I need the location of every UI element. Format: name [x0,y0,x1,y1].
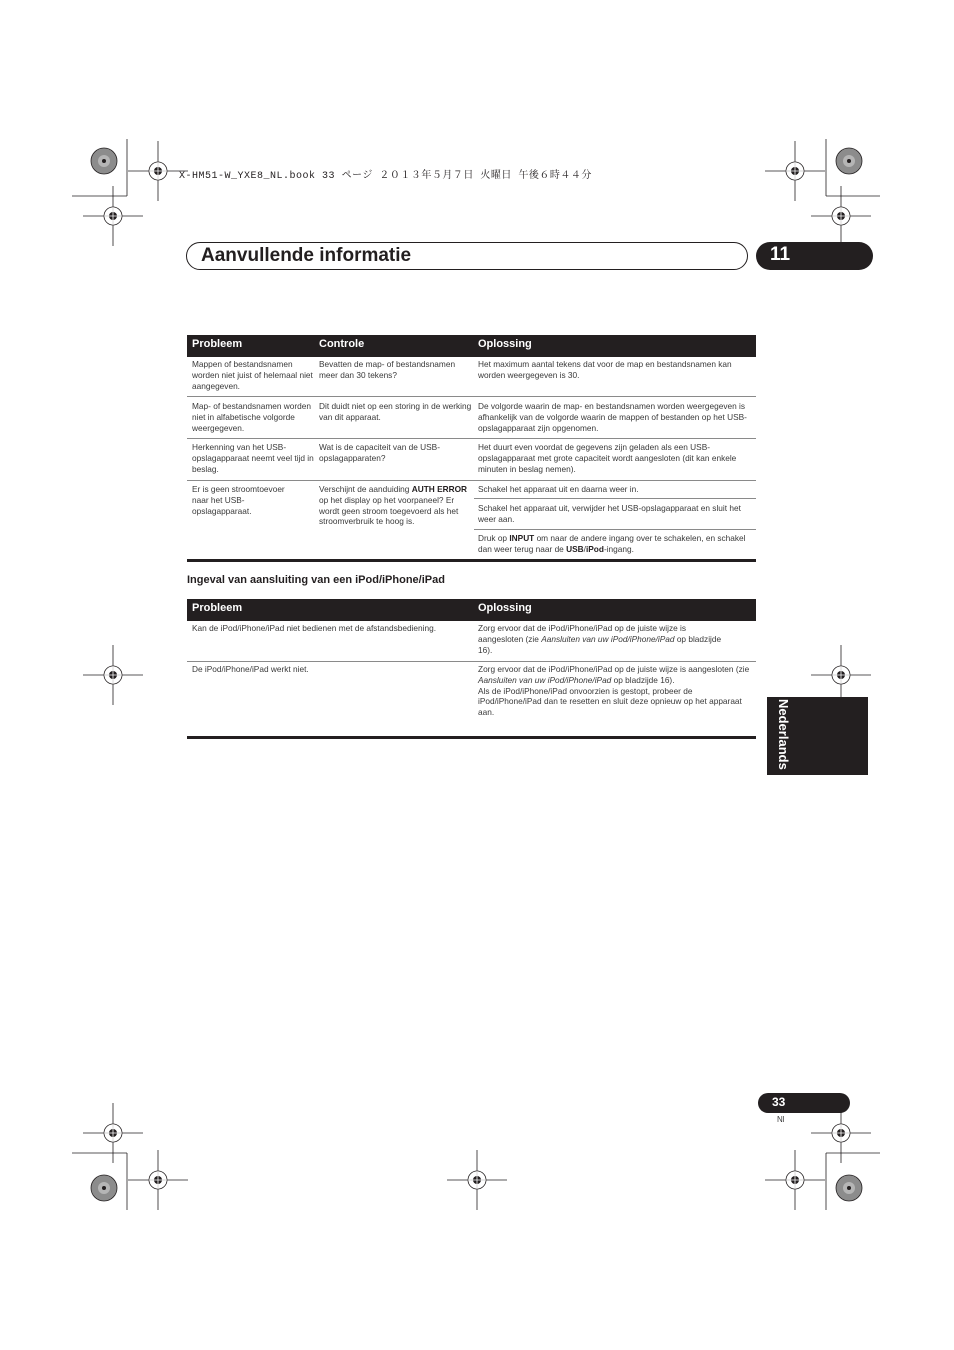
header-problem: Probleem [192,338,243,350]
header-solution: Oplossing [478,602,532,614]
row1-problem: Mappen of bestandsnamen worden niet juist of helemaal niet aangegeven. [192,359,313,391]
sub-row-divider [474,498,756,499]
sub-row-divider [474,529,756,530]
chapter-number-badge [756,242,873,270]
row4-solution-3: Druk op INPUT om naar de andere ingang over te schakelen, en schakel dan weer terug naar de USB/iPod-ingang. [478,533,746,554]
row4-check: Verschijnt de aanduiding AUTH ERROR op het display op het voorpaneel? Er wordt geen stroom toegevoerd als het stroomverbruik te hoog is. [319,484,468,527]
table-header [187,599,756,621]
row4-solution-2: Schakel het apparaat uit, verwijder het USB-opslagapparaat en sluit het weer aan. [478,503,741,524]
row-divider [187,396,756,397]
ipod-row2-problem: De iPod/iPhone/iPad werkt niet. [192,664,309,674]
row4-solution-1: Schakel het apparaat uit en daarna weer in. [478,484,639,494]
chapter-number: 11 [770,244,791,265]
row3-problem: Herkenning van het USB-opslagapparaat neemt veel tijd in beslag. [192,442,314,474]
header-solution: Oplossing [478,338,532,350]
chapter-title: Aanvullende informatie [201,245,412,266]
row1-check: Bevatten de map- of bestandsnamen meer dan 30 tekens? [319,359,456,380]
language-side-tab [767,697,868,775]
table-bottom-rule [187,736,756,739]
row-divider [187,438,756,439]
header-problem: Probleem [192,602,243,614]
row4-problem: Er is geen stroomtoevoer naar het USB-opslagapparaat. [192,484,285,516]
book-header: X-HM51-W_YXE8_NL.book 33 ページ ２０１３年５月７日 火曜日 午後６時４４分 [179,171,592,182]
row1-solution: Het maximum aantal tekens dat voor de map en bestandsnamen kan worden weergegeven is 30. [478,359,732,380]
chapter-title-bar [186,242,748,270]
row-divider [187,480,756,481]
table-bottom-rule [187,559,756,562]
section-title: Ingeval van aansluiting van een iPod/iPhone/iPad [187,574,445,586]
table-header [187,335,756,357]
page-number-badge [758,1093,850,1113]
row2-solution: De volgorde waarin de map- en bestandsnamen worden weergegeven is afhankelijk van de volgorde waarin de mappen of bestanden op het USB-opslagapparaat zijn opgenomen. [478,401,747,433]
ipod-row1-solution: Zorg ervoor dat de iPod/iPhone/iPad op de juiste wijze is aangesloten (zie Aansluiten van uw iPod/iPhone/iPad op bladzijde 16). [478,623,722,655]
ipod-troubleshooting-table [187,599,756,744]
row2-check: Dit duidt niet op een storing in de werking van dit apparaat. [319,401,472,422]
ipod-row2-solution: Zorg ervoor dat de iPod/iPhone/iPad op de juiste wijze is aangesloten (zie Aansluiten van uw iPod/iPhone/iPad op bladzijde 16). Als de iPod/iPhone/iPad onvoorzien is gestopt, probeer de iPod/iPhone/iPad dan te resetten en sluit deze opnieuw op het apparaat aan. [478,664,750,718]
language-label: Nederlands [776,699,791,770]
usb-troubleshooting-table [187,335,756,565]
ipod-row1-problem: Kan de iPod/iPhone/iPad niet bedienen met de afstandsbediening. [192,623,437,633]
row3-solution: Het duurt even voordat de gegevens zijn geladen als een USB-opslagapparaat met grote capaciteit wordt aangesloten (dit kan enkele minuten in beslag nemen). [478,442,737,474]
row3-check: Wat is de capaciteit van de USB-opslagapparaten? [319,442,440,463]
page-language-code: Nl [777,1115,785,1124]
row2-problem: Map- of bestandsnamen worden niet in alfabetische volgorde weergegeven. [192,401,311,433]
row-divider [187,661,756,662]
page-number: 33 [772,1095,786,1109]
header-check: Controle [319,338,365,350]
